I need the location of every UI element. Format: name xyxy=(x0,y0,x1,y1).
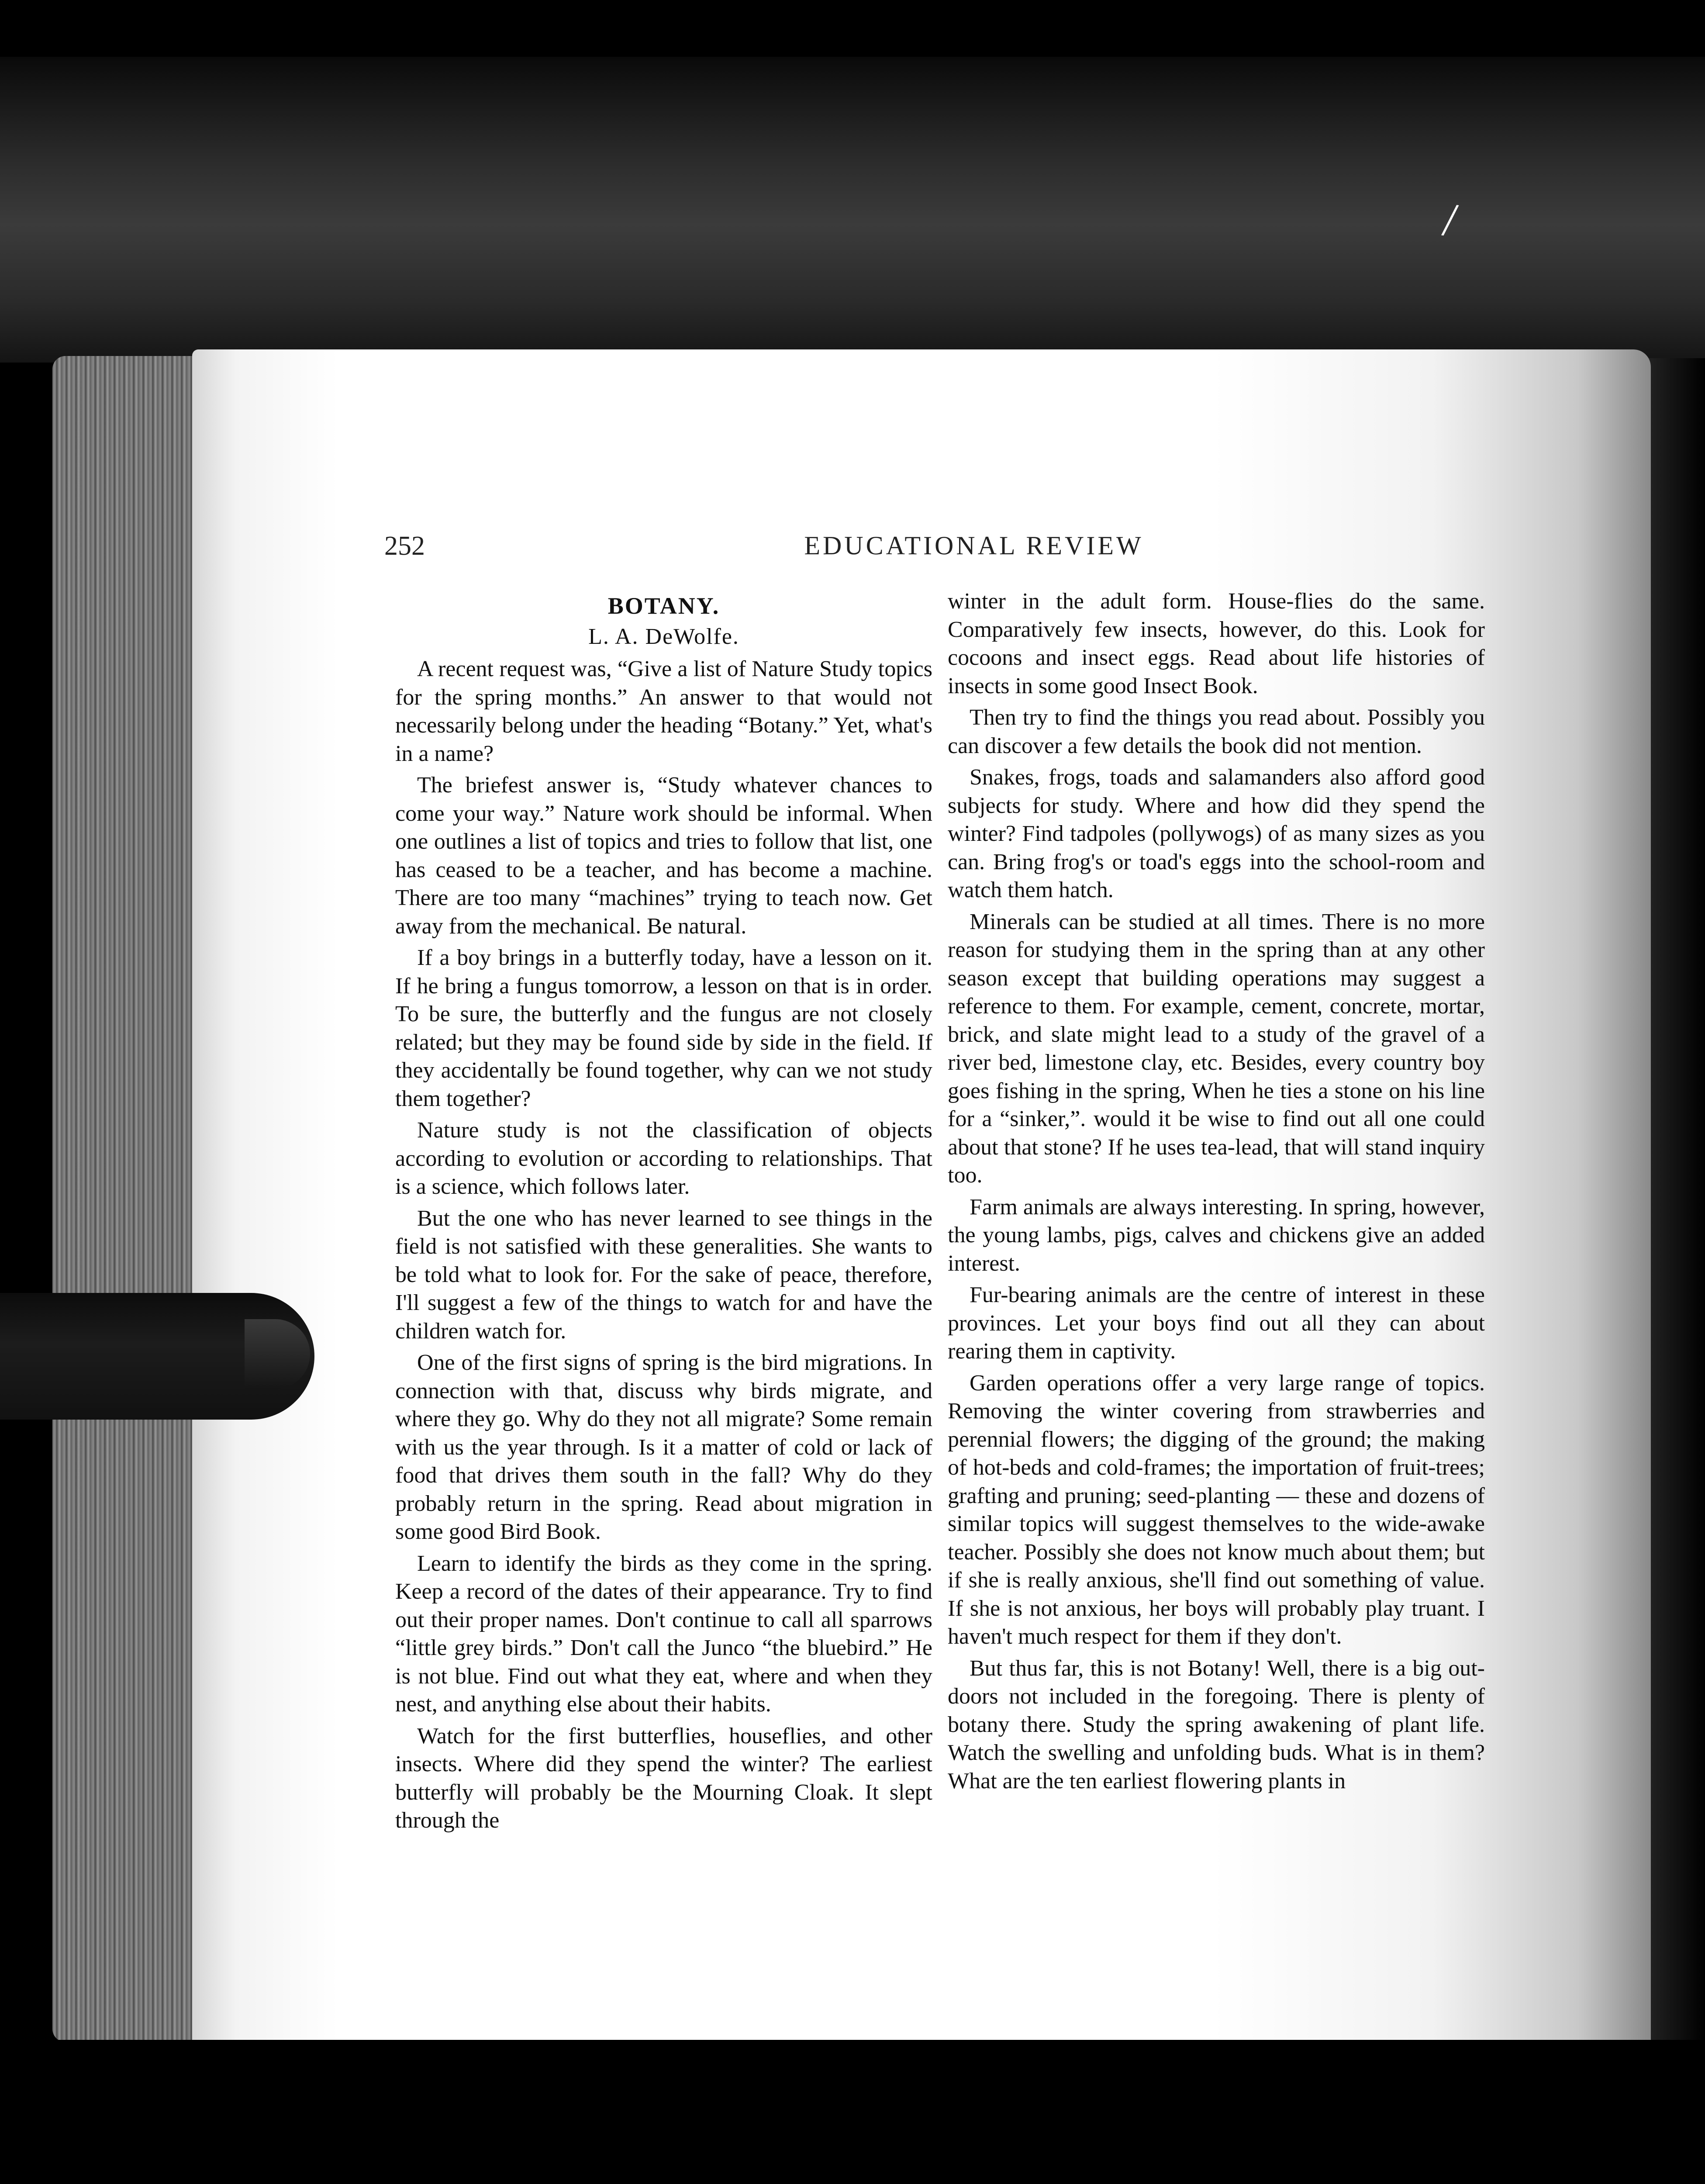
paragraph: Learn to identify the birds as they come in the spring. Keep a record of the dates of their appearance. Try to find out their proper names. Don't continue to call all sparrows “little grey birds.” Don't call the Junco “the bluebird.” He is not blue. Find out what they eat, where and when they nest, and anything else about their habits. xyxy=(395,1551,932,1717)
paragraph: If a boy brings in a butterfly today, have a lesson on it. If he bring a fungus tomorrow, a lesson on that is in order. To be sure, the butterfly and the fungus are not closely related; but they may be found side by side in the field. If they accidentally be found together, why can we not study them together? xyxy=(395,945,932,1111)
paragraph: Farm animals are always interesting. In spring, however, the young lambs, pigs, calves and chickens give an added interest. xyxy=(948,1194,1485,1276)
paragraph: But thus far, this is not Botany! Well, there is a big out-doors not included in the foregoing. There is plenty of botany there. Study the spring awakening of plant life. Watch the swelling and unfolding buds. What is in them? What are the ten earliest flowering plants in xyxy=(948,1655,1485,1794)
left-column xyxy=(395,587,932,1838)
scan-top-margin xyxy=(0,0,1705,57)
paragraph: But the one who has never learned to see things in the field is not satisfied with these generalities. She wants to be told what to look for. For the sake of peace, therefore, I'll suggest a few of the things to watch for and have the children watch for. xyxy=(395,1206,932,1344)
paragraph: The briefest answer is, “Study whatever chances to come your way.” Nature work should be informal. When one outlines a list of topics and tries to follow that list, one has ceased to be a teacher, and has become a machine. There are too many “machines” trying to teach now. Get away from the mechanical. Be natural. xyxy=(395,773,932,939)
paragraph: Fur-bearing animals are the centre of interest in these provinces. Let your boys find out all they can about rearing them in captivity. xyxy=(948,1282,1485,1364)
paragraph: Watch for the first butterflies, houseflies, and other insects. Where did they spend the winter? The earliest butterfly will probably be the Mourning Cloak. It slept through the xyxy=(395,1723,932,1833)
article-title: BOTANY. xyxy=(607,593,720,619)
paragraph: A recent request was, “Give a list of Nature Study topics for the spring months.” An answer to that would not necessarily belong under the heading “Botany.” Yet, what's in a name? xyxy=(395,657,932,766)
page-header xyxy=(384,531,1502,570)
paragraph: Garden operations offer a very large range of topics. Removing the winter covering from strawberries and perennial flowers; the digging of the ground; the making of hot-beds and cold-frames; the importation of fruit-trees; grafting and pruning; seed-planting — these and dozens of similar topics will suggest themselves to the wide-awake teacher. Possibly she does not know much about them; but if she is really anxious, she'll find out something of value. If she is not anxious, her boys will probably play truant. I haven't much respect for them if they don't. xyxy=(948,1370,1485,1649)
page-number: 252 xyxy=(384,531,425,561)
paragraph: Snakes, frogs, toads and salamanders also afford good subjects for study. Where and how did they spend the winter? Find tadpoles (pollywogs) of as many sizes as you can. Bring frog's or toad's eggs into the school-room and watch them hatch. xyxy=(948,765,1485,902)
paragraph-continuation: winter in the adult form. House-flies do the same. Comparatively few insects, however, do this. Look for cocoons and insect eggs. Read about life histories of insects in some good Insect Book. xyxy=(948,589,1485,698)
scan-bottom-margin xyxy=(0,2040,1705,2184)
book-page-edges xyxy=(52,356,201,2042)
paragraph: One of the first signs of spring is the bird migrations. In connection with that, discuss why birds migrate, and where they go. Why do they not all migrate? Some remain with us the year through. Is it a matter of cold or lack of food that drives them south in the fall? Why do they probably return in the spring. Read about migration in some good Bird Book. xyxy=(395,1350,932,1544)
corner-mark: / xyxy=(1439,192,1460,247)
paragraph: Nature study is not the classification of objects according to evolution or according to relationships. That is a science, which follows later. xyxy=(395,1118,932,1199)
running-head: EDUCATIONAL REVIEW xyxy=(804,531,1144,560)
right-column xyxy=(948,587,1485,1799)
paragraph: Then try to find the things you read about. Possibly you can discover a few details the book did not mention. xyxy=(948,705,1485,758)
article-author: L. A. DeWolfe. xyxy=(588,624,739,649)
paragraph: Minerals can be studied at all times. There is no more reason for studying them in the spring than at any other season except that building operations may suggest a reference to them. For example, cement, concrete, mortar, brick, and slate might lead to a study of the gravel of a river bed, limestone clay, etc. Besides, every country boy goes fishing in the spring, When he ties a stone on his line for a “sinker,”. would it be wise to find out all one could about that stone? If he uses tea-lead, that will stand inquiry too. xyxy=(948,909,1485,1188)
